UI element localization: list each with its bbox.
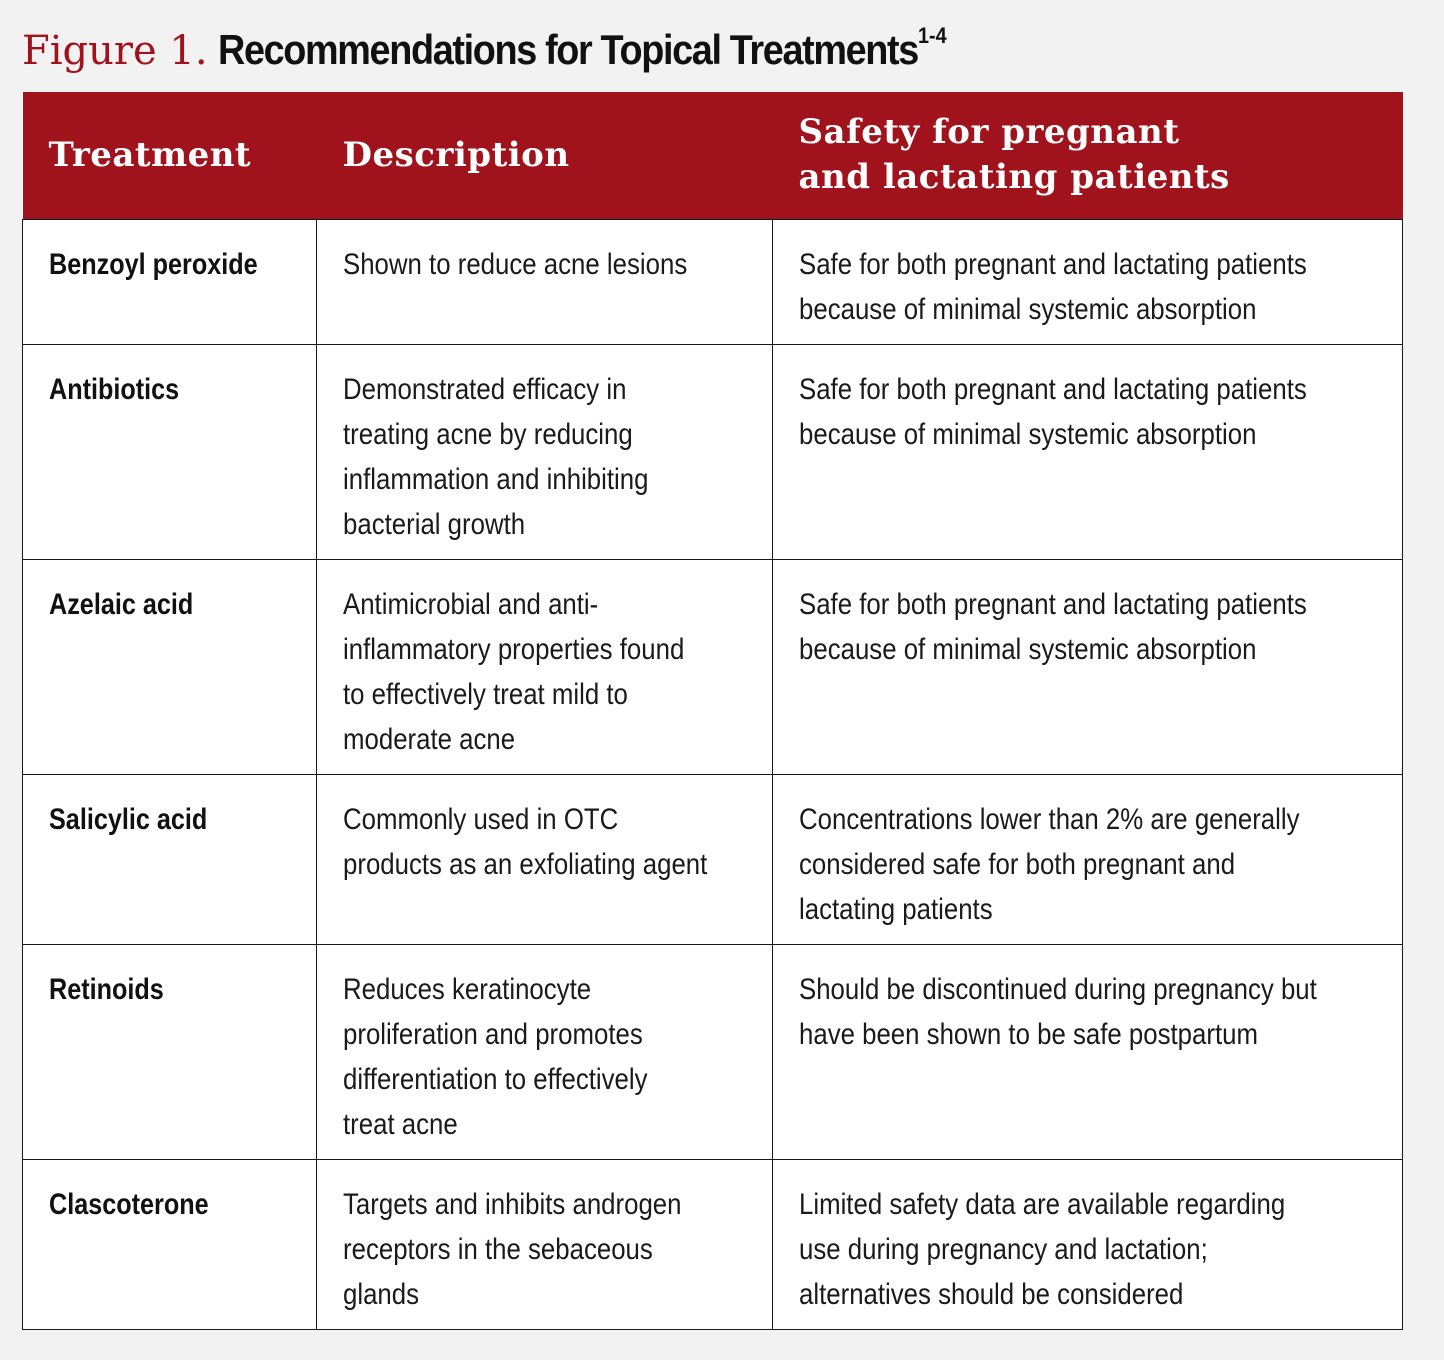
description-cell	[317, 219, 773, 344]
table-header-row	[23, 92, 1403, 219]
header-description: Description	[317, 92, 773, 219]
safety-line: have been shown to be safe postpartum	[799, 1017, 1258, 1051]
figure-title	[22, 14, 1027, 74]
description-line: Antimicrobial and anti-	[343, 587, 599, 621]
description-cell	[317, 344, 773, 559]
treatment-cell	[23, 1159, 317, 1329]
table-row	[23, 944, 1403, 1159]
description-line: glands	[343, 1277, 420, 1311]
description-cell	[317, 1159, 773, 1329]
header-safety	[773, 92, 1403, 219]
safety-line: use during pregnancy and lactation;	[799, 1232, 1208, 1266]
description-line: to effectively treat mild to	[343, 677, 628, 711]
safety-line: Should be discontinued during pregnancy but	[799, 972, 1317, 1006]
treatment-cell	[23, 774, 317, 944]
figure-heading	[218, 14, 947, 78]
description-line: treat acne	[343, 1107, 458, 1141]
safety-cell	[773, 219, 1403, 344]
safety-cell	[773, 344, 1403, 559]
description-line: Demonstrated efficacy in	[343, 372, 627, 406]
safety-line: because of minimal systemic absorption	[799, 632, 1257, 666]
safety-cell	[773, 944, 1403, 1159]
treatment-name: Azelaic acid	[49, 587, 194, 621]
header-safety-line1: Safety for pregnant	[798, 112, 1180, 153]
safety-line: Concentrations lower than 2% are generally	[799, 802, 1300, 836]
description-line: Targets and inhibits androgen	[343, 1187, 682, 1221]
treatment-name: Antibiotics	[49, 372, 180, 406]
safety-cell	[773, 559, 1403, 774]
treatment-cell	[23, 559, 317, 774]
description-line: Shown to reduce acne lesions	[343, 247, 688, 281]
treatment-name: Clascoterone	[49, 1187, 209, 1221]
description-cell	[317, 944, 773, 1159]
description-line: proliferation and promotes	[343, 1017, 643, 1051]
safety-line: Safe for both pregnant and lactating patients	[799, 587, 1307, 621]
description-cell	[317, 774, 773, 944]
table-row	[23, 219, 1403, 344]
safety-line: considered safe for both pregnant and	[799, 847, 1236, 881]
figure-reference-superscript: 1-4	[917, 23, 947, 48]
safety-line: because of minimal systemic absorption	[799, 417, 1257, 451]
table-row	[23, 344, 1403, 559]
header-treatment: Treatment	[23, 92, 317, 219]
description-line: bacterial growth	[343, 507, 526, 541]
safety-line: because of minimal systemic absorption	[799, 292, 1257, 326]
figure-heading-text: Recommendations for Topical Treatments	[217, 26, 918, 73]
table-row	[23, 774, 1403, 944]
safety-line: Safe for both pregnant and lactating patients	[799, 372, 1307, 406]
treatment-cell	[23, 344, 317, 559]
description-line: receptors in the sebaceous	[343, 1232, 653, 1266]
safety-line: Safe for both pregnant and lactating patients	[799, 247, 1307, 281]
header-safety-line2: and lactating patients	[798, 157, 1230, 198]
treatment-cell	[23, 944, 317, 1159]
safety-cell	[773, 1159, 1403, 1329]
description-line: Commonly used in OTC	[343, 802, 619, 836]
description-line: treating acne by reducing	[343, 417, 633, 451]
treatment-name: Benzoyl peroxide	[49, 247, 258, 281]
safety-cell	[773, 774, 1403, 944]
treatment-cell	[23, 219, 317, 344]
description-line: differentiation to effectively	[343, 1062, 648, 1096]
safety-line: lactating patients	[799, 892, 993, 926]
figure-label: Figure 1.	[22, 28, 208, 74]
safety-line: alternatives should be considered	[799, 1277, 1184, 1311]
description-line: moderate acne	[343, 722, 516, 756]
description-cell	[317, 559, 773, 774]
description-line: inflammatory properties found	[343, 632, 685, 666]
table-row	[23, 1159, 1403, 1329]
treatments-table	[22, 92, 1403, 1330]
description-line: Reduces keratinocyte	[343, 972, 592, 1006]
description-line: products as an exfoliating agent	[343, 847, 708, 881]
description-line: inflammation and inhibiting	[343, 462, 649, 496]
treatment-name: Retinoids	[49, 972, 164, 1006]
treatment-name: Salicylic acid	[49, 802, 208, 836]
safety-line: Limited safety data are available regarding	[799, 1187, 1286, 1221]
table-row	[23, 559, 1403, 774]
